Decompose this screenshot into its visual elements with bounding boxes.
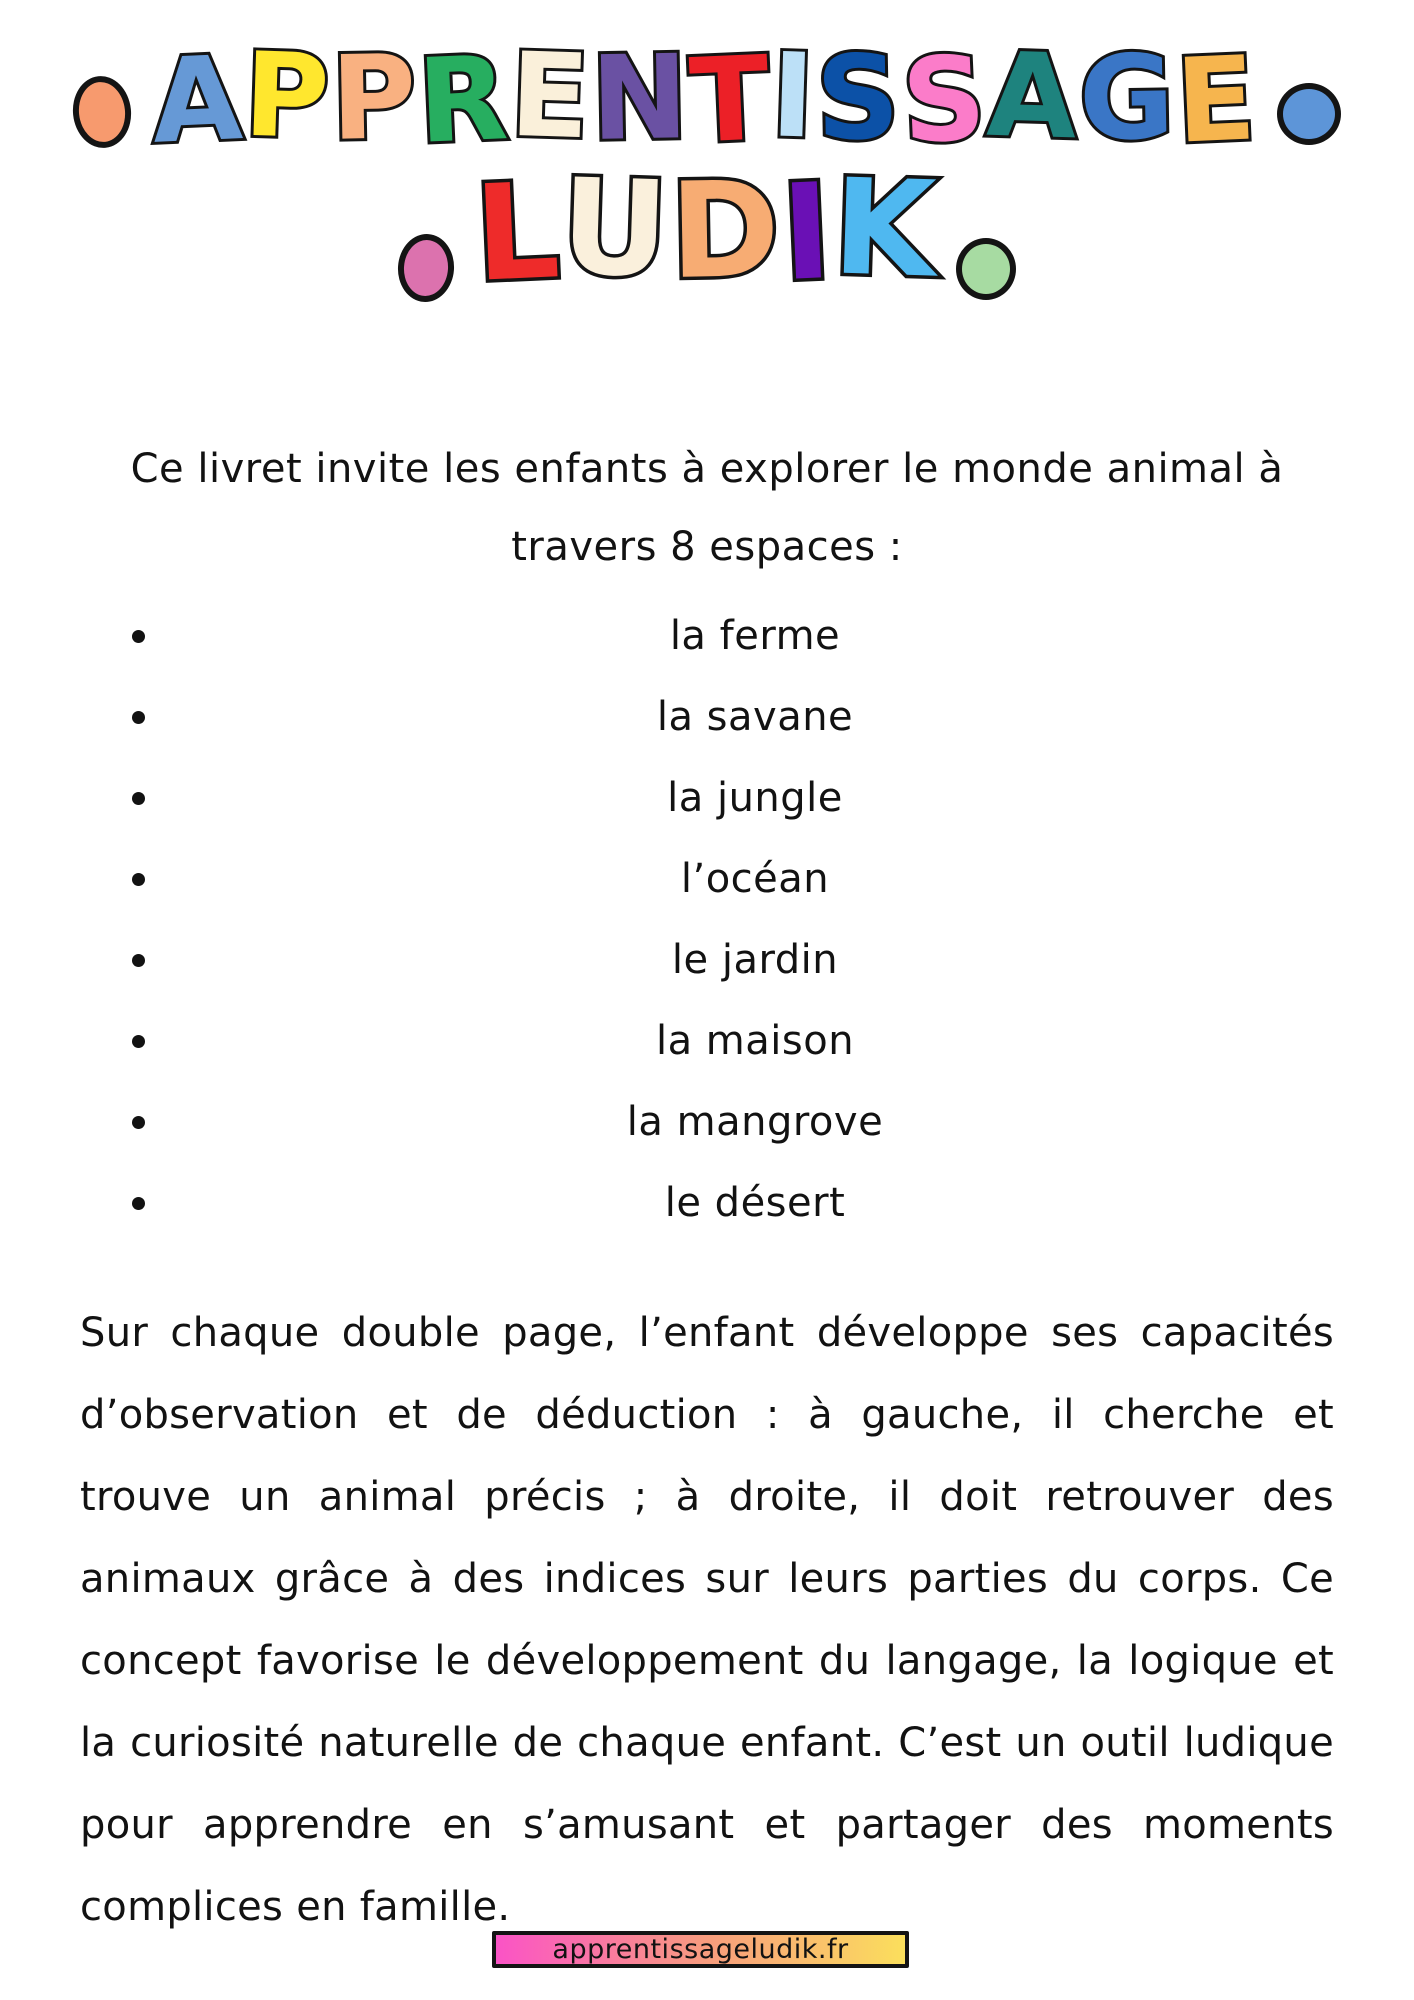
title-letter: L	[471, 154, 563, 312]
list-item: la mangrove	[176, 1082, 1334, 1163]
list-item: le jardin	[176, 920, 1334, 1001]
website-badge[interactable]	[492, 1931, 909, 1968]
intro-line: travers 8 espaces :	[511, 524, 903, 570]
title-letter: K	[830, 150, 938, 308]
title-letter: N	[589, 30, 690, 167]
title-line-1	[0, 27, 1414, 170]
title-line-1-letters	[149, 27, 1259, 170]
title-letter: T	[687, 31, 773, 170]
list-item: la jungle	[176, 758, 1334, 839]
title-letter: E	[507, 27, 592, 166]
decorative-dot	[70, 73, 135, 151]
title-letter: G	[1077, 30, 1176, 167]
intro-line: Ce livret invite les enfants à explorer le monde animal à	[130, 446, 1284, 492]
title-letter: D	[668, 152, 782, 309]
spaces-list	[176, 596, 1334, 1244]
description-text: Sur chaque double page, l’enfant développe ses capacités d’observation et de déduction : à gauche, il cherche et trouve un animal précis ; à droite, il doit retrouver des animaux grâce à des indices sur leurs parties du corps. Ce concept favorise le développement du langage, la logique et la curiosité naturelle de chaque enfant. C’est un outil ludique pour apprendre en s’amusant et partager des moments complices en famille.	[80, 1310, 1334, 1930]
list-item: la savane	[176, 677, 1334, 758]
title-line-2-letters	[471, 150, 938, 312]
intro-text	[80, 430, 1334, 586]
title-letter: S	[815, 30, 901, 167]
title-letter: R	[415, 31, 511, 170]
decorative-dot	[1277, 83, 1341, 145]
list-item: le désert	[176, 1163, 1334, 1244]
title-letter: U	[558, 150, 671, 308]
title-letter: E	[1173, 31, 1259, 170]
title-line-2	[0, 150, 1414, 312]
list-item: la ferme	[176, 596, 1334, 677]
title-letter: I	[778, 154, 835, 311]
app-title	[0, 27, 1414, 312]
title-letter: S	[898, 31, 989, 170]
title-letter: I	[769, 28, 817, 165]
title-letter: P	[330, 30, 418, 167]
list-item: l’océan	[176, 839, 1334, 920]
list-item: la maison	[176, 1001, 1334, 1082]
website-url: apprentissageludik.fr	[552, 1934, 849, 1965]
title-letter: A	[985, 27, 1080, 166]
decorative-dot	[396, 232, 457, 304]
title-letter: A	[149, 31, 246, 170]
title-letter: P	[242, 27, 332, 166]
decorative-dot	[956, 238, 1016, 300]
